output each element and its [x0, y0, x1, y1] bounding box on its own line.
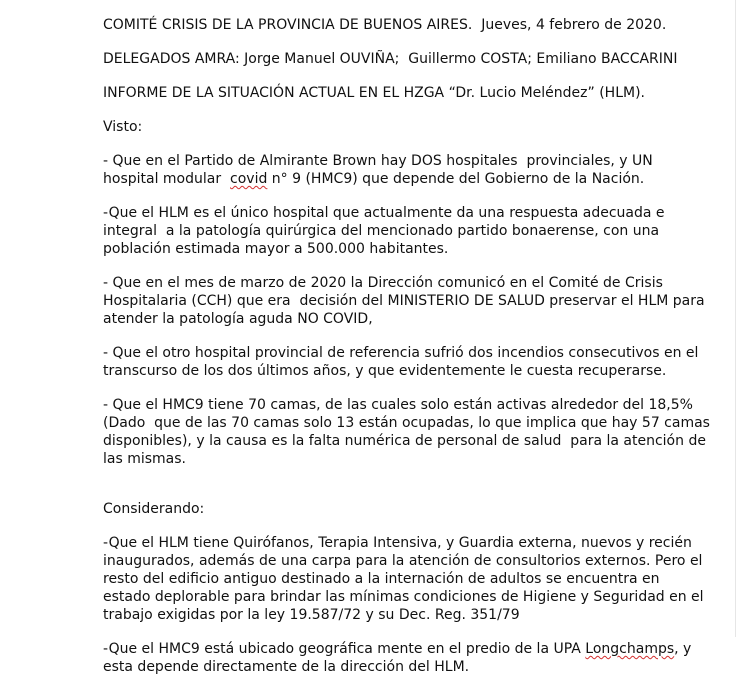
visto-heading: Visto:	[103, 119, 143, 135]
visto-item-2-line-1: -Que el HLM es el único hospital que actualmente da una respuesta adecuada e	[103, 205, 665, 221]
considerando-item-2-line-2: esta depende directamente de la dirección del HLM.	[103, 659, 470, 675]
considerando-item-1-line-2: inaugurados, además de una carpa para la atención de consultorios externos. Pero el	[103, 553, 703, 569]
considerando-item-2-line-1	[103, 640, 735, 658]
visto-item-3	[103, 274, 735, 328]
considerando-item-1-line-4: estado deplorable para brindar las mínimas condiciones de Higiene y Seguridad en el	[103, 589, 704, 605]
visto-item-2-line-3: población estimada mayor a 500.000 habitantes.	[103, 241, 449, 257]
visto-item-3-line-2: Hospitalaria (CCH) que era decisión del MINISTERIO DE SALUD preservar el HLM para	[103, 293, 705, 309]
visto-item-1-line-1: - Que en el Partido de Almirante Brown hay DOS hospitales provinciales, y UN	[103, 153, 653, 169]
visto-item-5-line-1: - Que el HMC9 tiene 70 camas, de las cuales solo están activas alrededor del 18,5%	[103, 397, 693, 413]
misspelled-word[interactable]: Longchamps	[585, 641, 675, 657]
visto-item-2	[103, 204, 735, 258]
text-segment: -Que el HMC9 está ubicado geográfica mente en el predio de la UPA	[103, 641, 586, 657]
considerando-item-1-line-5: trabajo exigidas por la ley 19.587/72 y su Dec. Reg. 351/79	[103, 607, 520, 623]
text-segment: , y	[674, 641, 692, 657]
header-line-committee: COMITÉ CRISIS DE LA PROVINCIA DE BUENOS AIRES. Jueves, 4 febrero de 2020.	[103, 17, 667, 33]
header-line-delegates: DELEGADOS AMRA: Jorge Manuel OUVIÑA; Guillermo COSTA; Emiliano BACCARINI	[103, 51, 678, 67]
document-body	[103, 16, 735, 676]
misspelled-word[interactable]: covid	[230, 171, 268, 187]
considerando-heading: Considerando:	[103, 501, 205, 517]
text-segment: hospital modular	[103, 171, 231, 187]
visto-item-1	[103, 152, 735, 188]
considerando-item-2	[103, 640, 735, 676]
visto-item-3-line-1: - Que en el mes de marzo de 2020 la Dirección comunicó en el Comité de Crisis	[103, 275, 663, 291]
visto-item-1-line-2	[103, 170, 735, 188]
visto-item-4-line-2: transcurso de los dos últimos años, y que evidentemente le cuesta recuperarse.	[103, 363, 667, 379]
visto-item-4-line-1: - Que el otro hospital provincial de referencia sufrió dos incendios consecutivos en el	[103, 345, 699, 361]
considerando-item-1-line-3: resto del edificio antiguo destinado a la internación de adultos se encuentra en	[103, 571, 660, 587]
visto-item-5-line-2: (Dado que de las 70 camas solo 13 están ocupadas, lo que implica que hay 57 camas	[103, 415, 710, 431]
visto-item-3-line-3: atender la patología aguda NO COVID,	[103, 311, 373, 327]
page-edge	[735, 0, 736, 637]
text-segment: n° 9 (HMC9) que depende del Gobierno de la Nación.	[267, 171, 645, 187]
visto-item-5	[103, 396, 735, 468]
visto-item-2-line-2: integral a la patología quirúrgica del mencionado partido bonaerense, con una	[103, 223, 660, 239]
visto-item-4	[103, 344, 735, 380]
header-line-report-title: INFORME DE LA SITUACIÓN ACTUAL EN EL HZGA “Dr. Lucio Meléndez” (HLM).	[103, 85, 645, 101]
considerando-item-1-line-1: -Que el HLM tiene Quirófanos, Terapia Intensiva, y Guardia externa, nuevos y recién	[103, 535, 692, 551]
visto-item-5-line-4: las mismas.	[103, 451, 186, 467]
considerando-item-1	[103, 534, 735, 624]
visto-item-5-line-3: disponibles), y la causa es la falta numérica de personal de salud para la atención de	[103, 433, 706, 449]
